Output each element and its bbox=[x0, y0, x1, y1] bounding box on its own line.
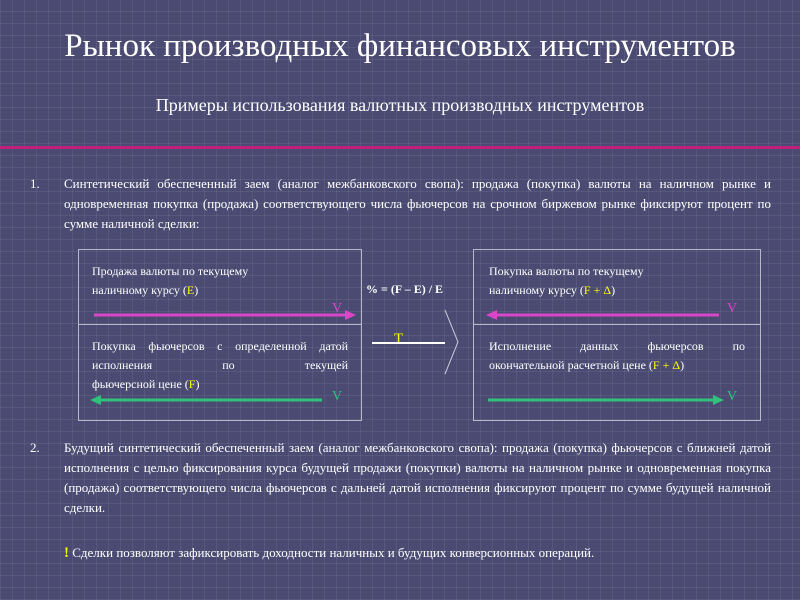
conclusion-note: ! Сделки позволяют зафиксировать доходности наличных и будущих конверсионных операций. bbox=[64, 545, 595, 561]
right-bottom-arrow-label: V bbox=[727, 389, 738, 404]
item-1-text: Синтетический обеспеченный заем (аналог межбанковского свопа): продажа (покупка) валюты на наличном рынке и одновременная покупка (продажа) соответствующего числа фьючерсов на срочном биржевом рынке фиксируют процент по сумме наличной сделки: bbox=[64, 176, 771, 231]
exclamation-mark: ! bbox=[64, 545, 69, 561]
left-top-arrow-label: V bbox=[332, 301, 343, 316]
right-top-arrow-label: V bbox=[727, 301, 738, 316]
var-f-delta-2: F + Δ bbox=[652, 358, 681, 372]
item-2-text: Будущий синтетический обеспеченный заем (аналог межбанковского свопа): продажа (покупка) фьючерсов с ближней датой исполнения с целью фиксирования курса будущей продажи (покупки) валюты на наличном рынке и одновременная покупка (продажа) соответствующего числа фьючерсов с дальней датой исполнения фиксируют процент по сумме будущей наличной сделки. bbox=[64, 440, 771, 515]
right-bottom-arrow-right bbox=[488, 395, 724, 405]
var-f-delta: F + Δ bbox=[583, 283, 612, 297]
left-top-text: Продажа валюты по текущему наличному курсу (E) bbox=[92, 264, 249, 297]
left-top-arrow-right bbox=[94, 310, 356, 320]
var-e: E bbox=[186, 283, 195, 297]
right-top-arrow-left bbox=[486, 310, 719, 320]
time-arrow bbox=[372, 310, 458, 374]
item-1-number: 1. bbox=[30, 176, 40, 191]
interest-formula: % = (F – E) / E bbox=[366, 282, 444, 296]
right-bottom-text: Исполнение данных фьючерсов по окончательной расчетной цене (F + Δ) bbox=[489, 339, 745, 372]
left-bottom-arrow-label: V bbox=[332, 389, 343, 404]
var-f: F bbox=[188, 377, 196, 391]
slide-title: Рынок производных финансовых инструментов bbox=[64, 28, 736, 64]
item-2-number: 2. bbox=[30, 440, 40, 455]
slide-subtitle: Примеры использования валютных производных инструментов bbox=[155, 95, 645, 115]
left-bottom-arrow-left bbox=[90, 395, 322, 405]
right-top-text: Покупка валюты по текущему наличному курсу (F + Δ) bbox=[489, 264, 644, 297]
left-bottom-text: Покупка фьючерсов с определенной датой исполнения по текущей фьючерсной цене (F) bbox=[92, 339, 349, 391]
time-label: T bbox=[394, 331, 404, 347]
